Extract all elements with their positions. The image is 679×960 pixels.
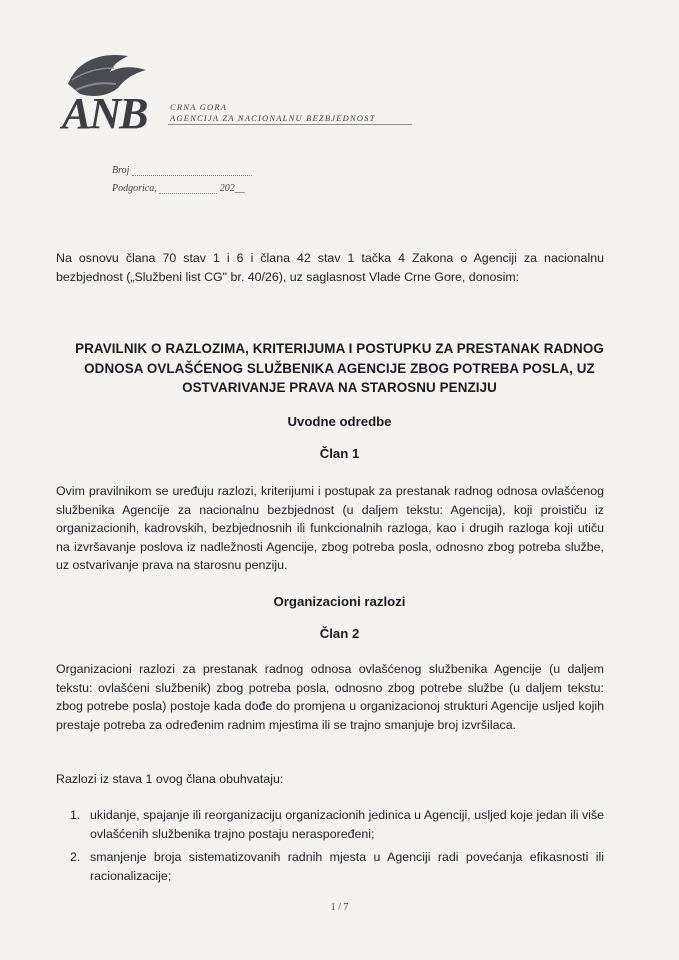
date-blank [159,193,217,194]
article-1-text: Ovim pravilnikom se uređuju razlozi, kriterijumi i postupak za prestanak radnog odnosa ovlašćenog službenika Agencije za nacionalnu bezbjednost (u daljem tekstu: Agencija), koji proističu iz organizacionih, kadrovskih, bezbjednosnih ili funkcionalnih razloga, kao i drugih razloga koji utiču na izvršavanje poslova iz nadležnosti Agencije, zbog potreba posla, odnosno zbog potreba službe, uz ostvarivanje prava na starosnu penziju. [56,484,604,573]
podgorica-label: Podgorica, [112,183,157,194]
list-item [56,806,604,843]
article-1-heading: Član 1 [319,446,360,461]
list-item [56,848,604,885]
intro-paragraph: Na osnovu člana 70 stav 1 i 6 i člana 42 stav 1 tačka 4 Zakona o Agenciji za nacionalnu bezbjednost („Službeni list CG" br. 40/26), uz saglasnost Vlade Crne Gore, donosim: [56,251,604,284]
header-divider [168,124,412,125]
list-item-text: ukidanje, spajanje ili reorganizaciju organizacionih jedinica u Agenciji, usljed koje jedan ili više ovlašćenih službenika trajno postaju neraspoređeni; [90,808,604,841]
section-heading-organizacioni-razlozi: Organizacioni razlozi [273,594,406,609]
article-2-heading: Član 2 [319,626,360,641]
reasons-list [56,806,604,890]
list-item-text: smanjenje broja sistematizovanih radnih mjesta u Agenciji radi povećanja efikasnosti ili racionalizacije; [90,850,604,883]
list-item-number: 1. [70,808,81,822]
list-item-number: 2. [70,850,81,865]
logo-wordmark: ANB [62,89,147,138]
article-2-text: Organizacioni razlozi za prestanak radnog odnosa ovlašćenog službenika Agencije (u daljem tekstu: ovlašćeni službenik) zbog potreba posla, odnosno zbog potrebe službe (u daljem tekstu: zbog potrebe posla) postoje kada dođe do promjena u organizacionoj strukturi Agencije usljed kojih prestaje potreba za određenim radnim mjestima ili se trajno smanjuje broj izvršilaca. [56,662,604,732]
broj-blank [132,175,252,176]
reference-number-row [112,165,252,176]
org-agency: AGENCIJA ZA NACIONALNU BEZBJEDNOST [170,113,376,123]
org-country: CRNA GORA [170,102,228,112]
section-heading-uvodne-odredbe: Uvodne odredbe [287,414,392,429]
document-title: PRAVILNIK O RAZLOZIMA, KRITERIJUMA I POSTUPKU ZA PRESTANAK RADNOG ODNOSA OVLAŠĆENOG SLUŽBENIKA AGENCIJE ZBOG POTREBA POSLA, UZ OSTVARIVANJE PRAVA NA STAROSNU PENZIJU [75,341,604,395]
organization-name [170,102,376,124]
year-label: 202__ [219,183,245,194]
broj-label: Broj [112,165,130,176]
page-number: 1 / 7 [330,902,349,913]
place-date-row [112,183,245,194]
article-2-list-intro: Razlozi iz stava 1 ovog člana obuhvataju: [56,772,284,786]
agency-logo [58,44,178,144]
